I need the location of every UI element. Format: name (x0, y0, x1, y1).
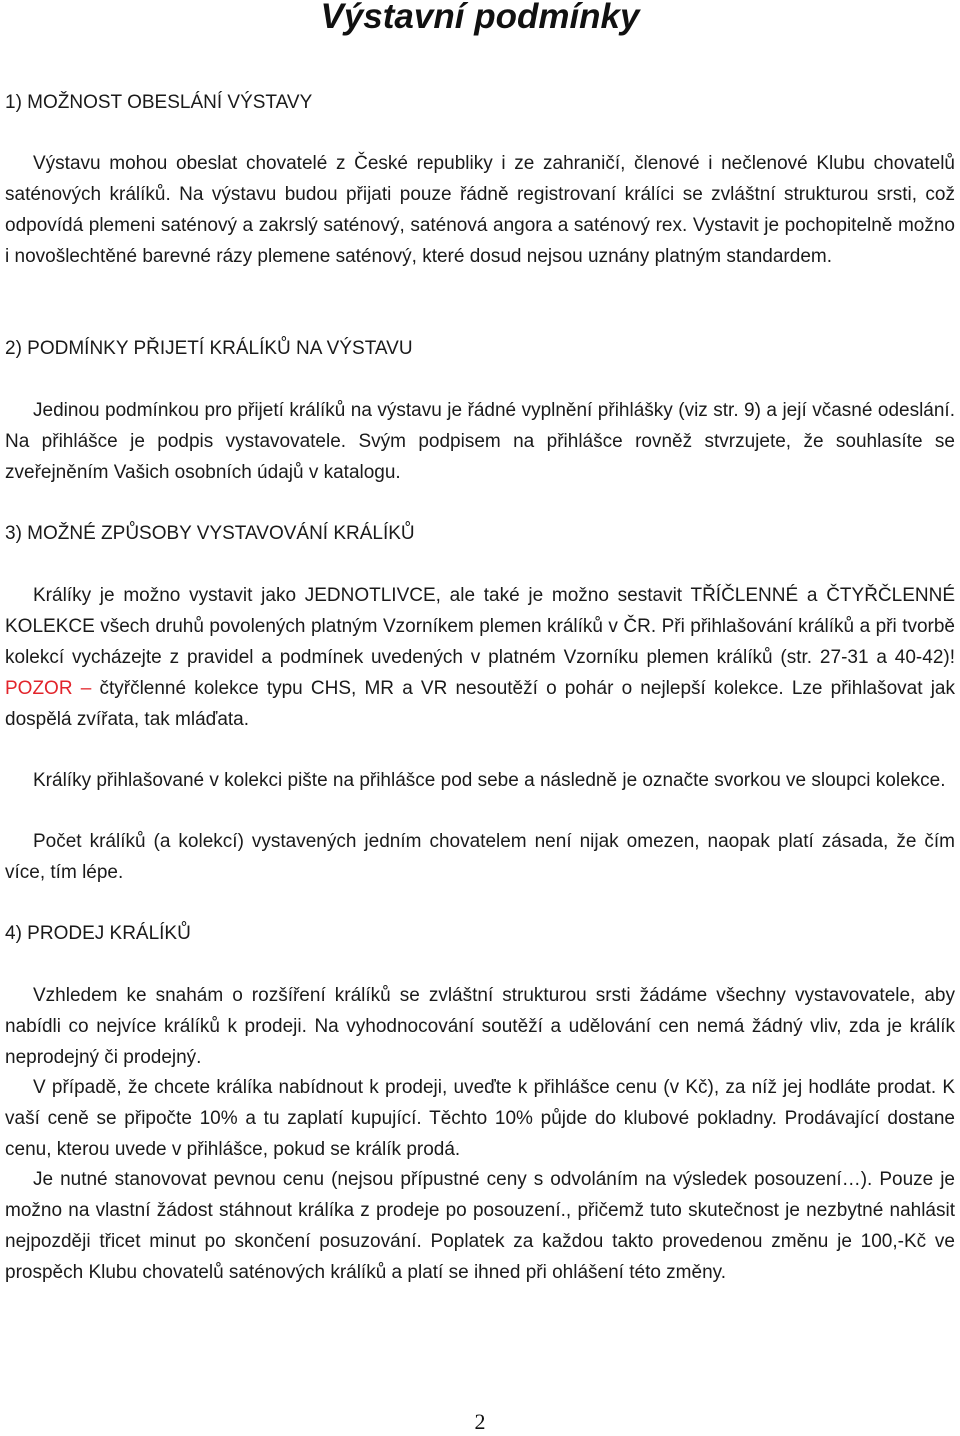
warning-label: POZOR – (5, 678, 92, 699)
section-3-paragraph-2: Králíky přihlašované v kolekci pište na přihlášce pod sebe a následně je označte svorkou ve sloupci kolekce. (33, 770, 946, 791)
section-3-paragraph-1 (5, 580, 955, 735)
section-4-paragraph-1: Vzhledem ke snahám o rozšíření králíků se zvláštní strukturou srsti žádáme všechny vystavovatele, aby nabídli co nejvíce králíků k prodeji. Na vyhodnocování soutěží a udělování cen nemá žádný vliv, zda je králík neprodejný či prodejný. (5, 985, 955, 1068)
section-4-heading: 4) PRODEJ KRÁLÍKŮ (5, 923, 191, 944)
section-2-heading: 2) PODMÍNKY PŘIJETÍ KRÁLÍKŮ NA VÝSTAVU (5, 338, 413, 359)
section-3-text-after: čtyřčlenné kolekce typu CHS, MR a VR nesoutěží o pohár o nejlepší kolekce. Lze přihlašovat jak dospělá zvířata, tak mláďata. (5, 678, 955, 730)
section-3-text-before: Králíky je možno vystavit jako JEDNOTLIVCE, ale také je možno sestavit TŘÍČLENNÉ a ČTYŘČLENNÉ KOLEKCE všech druhů povolených platným Vzorníkem plemen králíků v ČR. Při přihlašování králíků a při tvorbě kolekcí vycházejte z pravidel a podmínek uvedených v platném Vzorníku plemen králíků (str. 27-31 a 40-42)! (5, 585, 955, 668)
page-number: 2 (474, 1409, 486, 1434)
section-3-heading: 3) MOŽNÉ ZPŮSOBY VYSTAVOVÁNÍ KRÁLÍKŮ (5, 523, 415, 544)
section-2-paragraph: Jedinou podmínkou pro přijetí králíků na výstavu je řádné vyplnění přihlášky (viz str. 9) a její včasné odeslání. Na přihlášce je podpis vystavovatele. Svým podpisem na přihlášce rovněž stvrzujete, že souhlasíte se zveřejněním Vašich osobních údajů v katalogu. (5, 400, 955, 483)
section-1-heading: 1) MOŽNOST OBESLÁNÍ VÝSTAVY (5, 92, 313, 113)
section-4-paragraph-3: Je nutné stanovovat pevnou cenu (nejsou přípustné ceny s odvoláním na výsledek posouzení…). Pouze je možno na vlastní žádost stáhnout králíka z prodeje po posouzení., přičemž tuto skutečnost je nezbytné nahlásit nejpozději třicet minut po skončení posuzování. Poplatek za každou takto provedenou změnu je 100,-Kč ve prospěch Klubu chovatelů saténových králíků a platí se ihned při ohlášení této změny. (5, 1169, 955, 1283)
section-3-paragraph-3: Počet králíků (a kolekcí) vystavených jedním chovatelem není nijak omezen, naopak platí zásada, že čím více, tím lépe. (5, 831, 955, 883)
section-1-paragraph: Výstavu mohou obeslat chovatelé z České republiky i ze zahraničí, členové i nečlenové Klubu chovatelů saténových králíků. Na výstavu budou přijati pouze řádně registrovaní králíci se zvláštní strukturou srsti, což odpovídá plemeni saténový a zakrslý saténový, saténová angora a saténový rex. Vystavit je pochopitelně možno i novošlechtěné barevné rázy plemene saténový, které dosud nejsou uznány platným standardem. (5, 153, 955, 267)
section-4-paragraph-2: V případě, že chcete králíka nabídnout k prodeji, uveďte k přihlášce cenu (v Kč), za níž jej hodláte prodat. K vaší ceně se připočte 10% a tu zaplatí kupující. Těchto 10% půjde do klubové pokladny. Prodávající dostane cenu, kterou uvede v přihlášce, pokud se králík prodá. (5, 1077, 955, 1160)
page-title: Výstavní podmínky (320, 0, 640, 36)
